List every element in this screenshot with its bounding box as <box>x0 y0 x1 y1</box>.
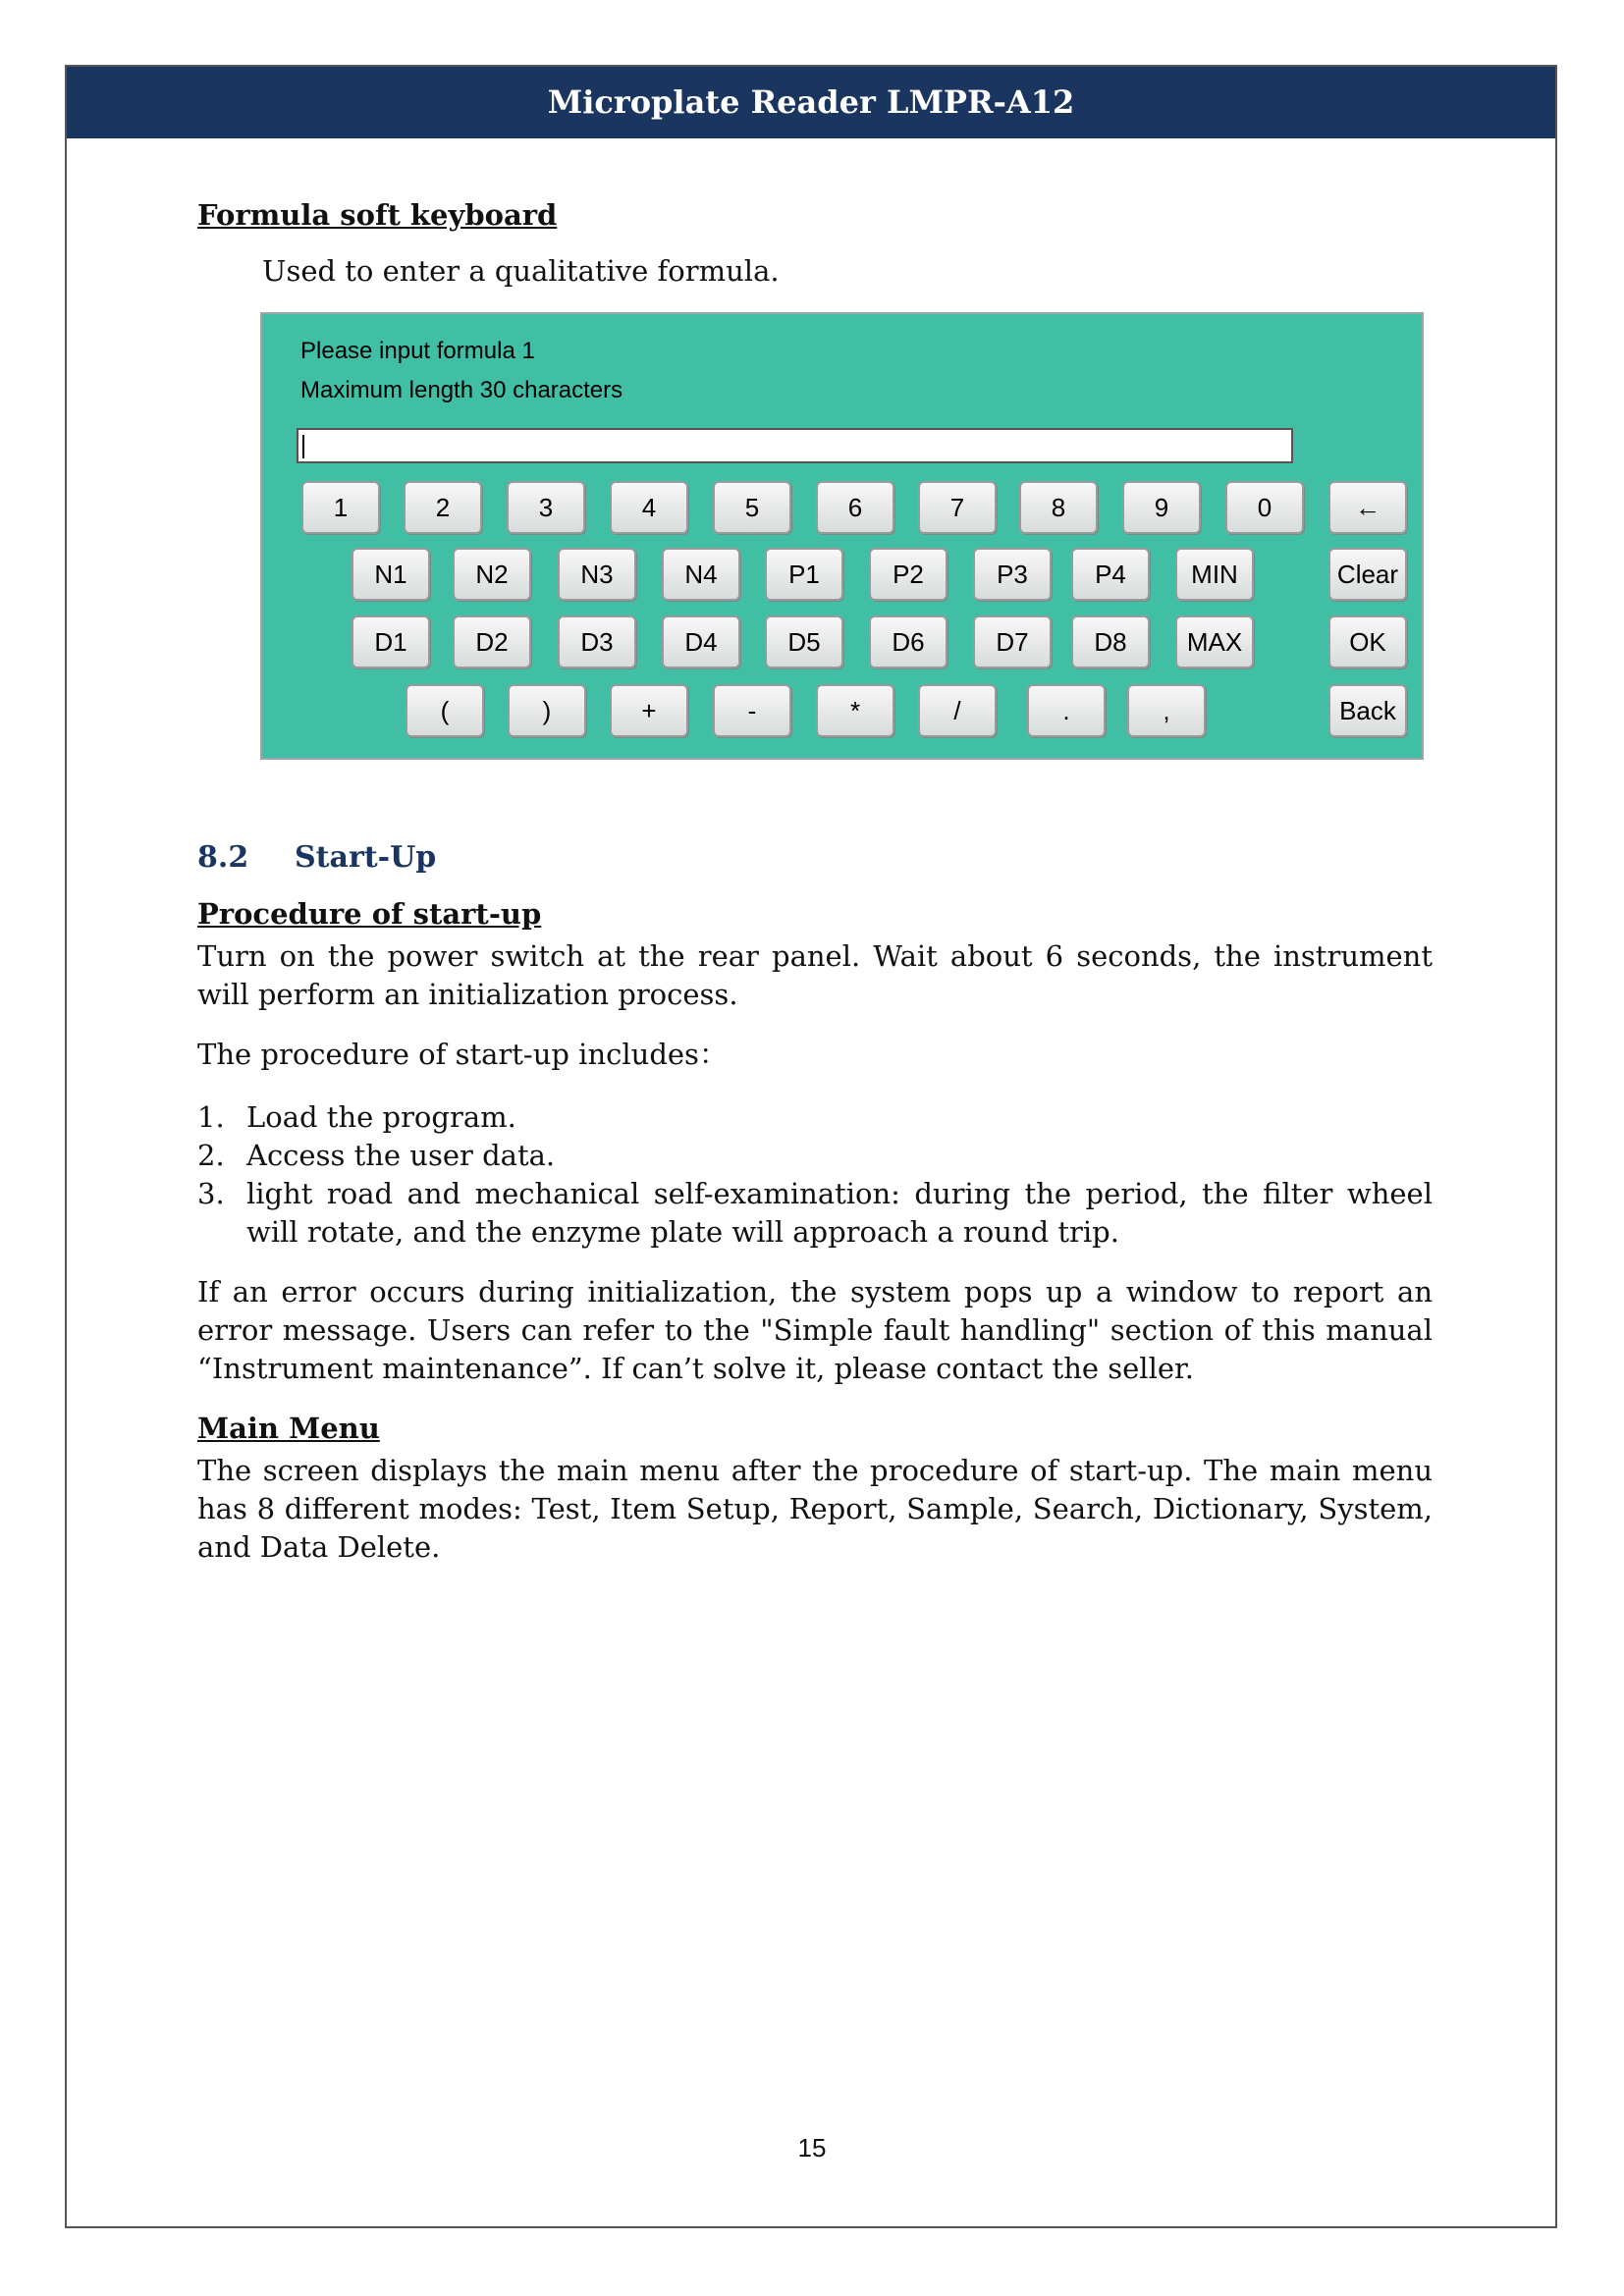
key-d7[interactable]: D7 <box>973 615 1052 668</box>
key-3[interactable]: 3 <box>507 481 585 534</box>
procedure-heading: Procedure of start-up <box>197 897 542 931</box>
section-title: Start-Up <box>295 840 437 875</box>
key-5[interactable]: 5 <box>713 481 791 534</box>
list-number: 1. <box>197 1100 225 1134</box>
key-n1[interactable]: N1 <box>352 548 430 601</box>
key-comma[interactable]: , <box>1127 684 1206 737</box>
key-8[interactable]: 8 <box>1019 481 1098 534</box>
key-1[interactable]: 1 <box>301 481 380 534</box>
key-n4[interactable]: N4 <box>662 548 740 601</box>
key-d5[interactable]: D5 <box>765 615 843 668</box>
key-n3[interactable]: N3 <box>558 548 636 601</box>
key-p4[interactable]: P4 <box>1071 548 1150 601</box>
key-multiply[interactable]: * <box>816 684 894 737</box>
key-d4[interactable]: D4 <box>662 615 740 668</box>
key-9[interactable]: 9 <box>1122 481 1201 534</box>
key-open-paren[interactable]: ( <box>406 684 484 737</box>
key-min[interactable]: MIN <box>1175 548 1254 601</box>
formula-intro-wrap <box>262 252 1431 291</box>
key-2[interactable]: 2 <box>404 481 482 534</box>
error-paragraph: If an error occurs during initialization, the system pops up a window to report an error message. Users can refer to the "Simple fault handling" section of this manual “Instrument maintenance”. If can’t solve it, please contact the seller. <box>197 1275 1433 1385</box>
formula-input[interactable] <box>297 428 1293 463</box>
backspace-key[interactable]: ← <box>1328 481 1407 534</box>
key-6[interactable]: 6 <box>816 481 894 534</box>
key-p2[interactable]: P2 <box>869 548 947 601</box>
startup-content <box>197 895 1433 1567</box>
keyboard-prompt-line2: Maximum length 30 characters <box>300 377 623 403</box>
main-menu-heading: Main Menu <box>197 1412 380 1445</box>
startup-steps <box>197 1098 1433 1252</box>
page-number: 15 <box>797 2133 827 2163</box>
key-4[interactable]: 4 <box>610 481 688 534</box>
procedure-paragraph: Turn on the power switch at the rear panel. Wait about 6 seconds, the instrument will perform an initialization process. <box>197 939 1433 1011</box>
formula-intro: Used to enter a qualitative formula. <box>262 254 780 288</box>
key-p3[interactable]: P3 <box>973 548 1052 601</box>
key-0[interactable]: 0 <box>1225 481 1304 534</box>
formula-section <box>197 196 1433 235</box>
key-close-paren[interactable]: ) <box>508 684 586 737</box>
key-7[interactable]: 7 <box>918 481 997 534</box>
formula-heading: Formula soft keyboard <box>197 198 558 232</box>
section-number: 8.2 <box>197 840 249 875</box>
key-d8[interactable]: D8 <box>1071 615 1150 668</box>
key-d3[interactable]: D3 <box>558 615 636 668</box>
list-text: Access the user data. <box>246 1139 556 1172</box>
key-d2[interactable]: D2 <box>453 615 531 668</box>
list-text: light road and mechanical self-examination: during the period, the filter wheel will rotate, and the enzyme plate will approach a round trip. <box>246 1177 1433 1249</box>
key-max[interactable]: MAX <box>1175 615 1254 668</box>
key-d1[interactable]: D1 <box>352 615 430 668</box>
key-dot[interactable]: . <box>1027 684 1106 737</box>
list-number: 3. <box>197 1177 225 1210</box>
list-item <box>197 1098 1433 1137</box>
formula-soft-keyboard <box>260 312 1424 760</box>
main-menu-paragraph: The screen displays the main menu after the procedure of start-up. The main menu has 8 different modes: Test, Item Setup, Report, Sample, Search, Dictionary, System, and Data Delete. <box>197 1454 1433 1564</box>
clear-key[interactable]: Clear <box>1328 548 1407 601</box>
key-minus[interactable]: - <box>713 684 791 737</box>
list-item <box>197 1175 1433 1252</box>
list-number: 2. <box>197 1139 225 1172</box>
key-d6[interactable]: D6 <box>869 615 947 668</box>
key-n2[interactable]: N2 <box>453 548 531 601</box>
page-header: Microplate Reader LMPR-A12 <box>67 67 1555 138</box>
list-text: Load the program. <box>246 1100 516 1134</box>
back-key[interactable]: Back <box>1328 684 1407 737</box>
key-p1[interactable]: P1 <box>765 548 843 601</box>
keyboard-prompt-line1: Please input formula 1 <box>300 338 535 364</box>
includes-line: The procedure of start-up includes： <box>197 1038 728 1071</box>
key-divide[interactable]: / <box>918 684 997 737</box>
list-item <box>197 1137 1433 1175</box>
key-plus[interactable]: + <box>610 684 688 737</box>
text-caret <box>302 435 304 458</box>
ok-key[interactable]: OK <box>1328 615 1407 668</box>
